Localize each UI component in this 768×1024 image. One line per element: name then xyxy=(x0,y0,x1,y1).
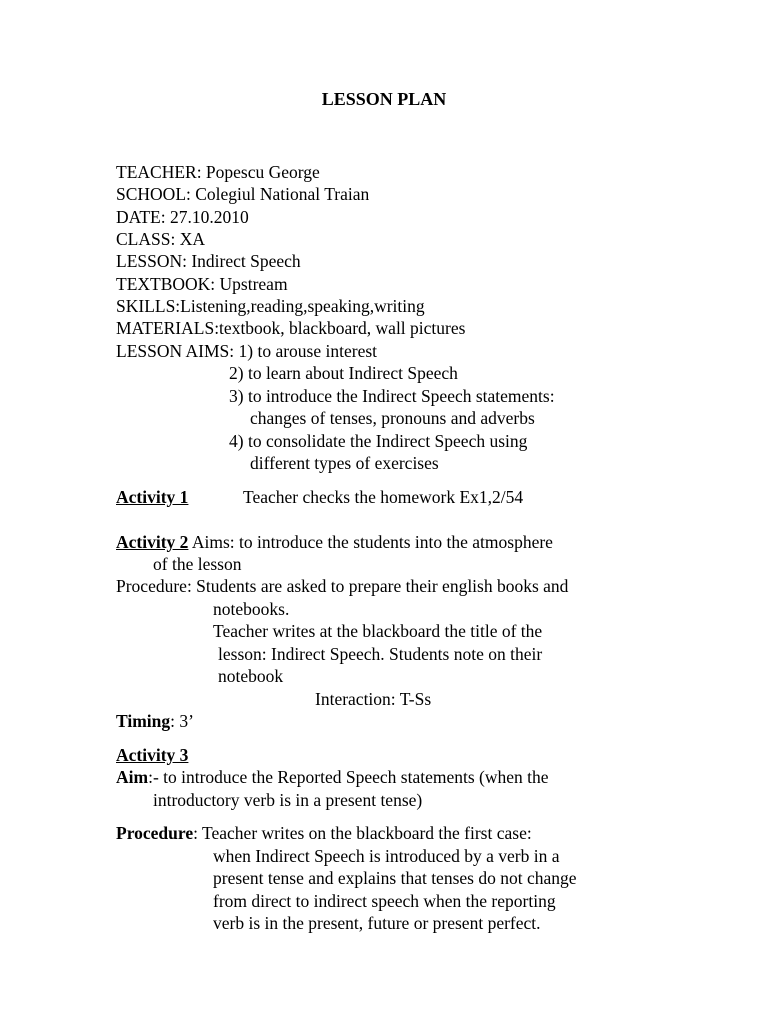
activity-3-procedure-2: when Indirect Speech is introduced by a verb in a xyxy=(213,846,560,866)
activity-3-aim-continuation: introductory verb is in a present tense) xyxy=(153,790,423,810)
activity-2-aims-line xyxy=(116,531,553,553)
materials-line: MATERIALS:textbook, blackboard, wall pictures xyxy=(116,318,466,338)
activity-2-aims-continuation: of the lesson xyxy=(153,554,242,574)
lesson-line: LESSON: Indirect Speech xyxy=(116,251,301,271)
date-line: DATE: 27.10.2010 xyxy=(116,207,249,227)
school-line: SCHOOL: Colegiul National Traian xyxy=(116,184,370,204)
aim-label: Aim xyxy=(116,767,149,787)
skills-line: SKILLS:Listening,reading,speaking,writing xyxy=(116,296,425,316)
activity-3-procedure-5: verb is in the present, future or present perfect. xyxy=(213,913,541,933)
aim-3-line: 3) to introduce the Indirect Speech statements: xyxy=(229,386,555,406)
activity-3-procedure-3: present tense and explains that tenses do not change xyxy=(213,868,577,888)
aim-text: :- to introduce the Reported Speech statements (when the xyxy=(148,767,549,787)
aim-2-line: 2) to learn about Indirect Speech xyxy=(229,363,458,383)
activity-1-text: Teacher checks the homework Ex1,2/54 xyxy=(243,487,524,507)
activity-2-interaction: Interaction: T-Ss xyxy=(315,689,432,709)
activity-3-label: Activity 3 xyxy=(116,745,189,765)
textbook-line: TEXTBOOK: Upstream xyxy=(116,274,288,294)
class-line: CLASS: XA xyxy=(116,229,205,249)
activity-3-procedure-4: from direct to indirect speech when the reporting xyxy=(213,891,556,911)
procedure-label: Procedure xyxy=(116,823,194,843)
activity-2-procedure-line: Procedure: Students are asked to prepare their english books and xyxy=(116,576,569,596)
activity-3-procedure-line xyxy=(116,822,532,844)
aim-4-line: 4) to consolidate the Indirect Speech using xyxy=(229,431,528,451)
activity-1-label: Activity 1 xyxy=(116,487,189,507)
aim-4-continuation: different types of exercises xyxy=(250,453,439,473)
document-title: LESSON PLAN xyxy=(321,89,447,109)
activity-2-label: Activity 2 xyxy=(116,532,189,552)
lesson-aims-line: LESSON AIMS: 1) to arouse interest xyxy=(116,341,378,361)
activity-2-procedure-5: notebook xyxy=(218,666,284,686)
activity-2-procedure-2: notebooks. xyxy=(213,599,290,619)
timing-label: Timing xyxy=(116,711,171,731)
aim-3-continuation: changes of tenses, pronouns and adverbs xyxy=(250,408,535,428)
activity-2-timing xyxy=(116,710,194,732)
activity-2-procedure-4: lesson: Indirect Speech. Students note on their xyxy=(218,644,543,664)
timing-value: : 3’ xyxy=(170,711,194,731)
activity-2-aims: Aims: to introduce the students into the atmosphere xyxy=(188,532,553,552)
teacher-line: TEACHER: Popescu George xyxy=(116,162,320,182)
procedure-text: : Teacher writes on the blackboard the first case: xyxy=(193,823,532,843)
activity-2-procedure-3: Teacher writes at the blackboard the title of the xyxy=(213,621,543,641)
activity-3-aim-line xyxy=(116,766,549,788)
